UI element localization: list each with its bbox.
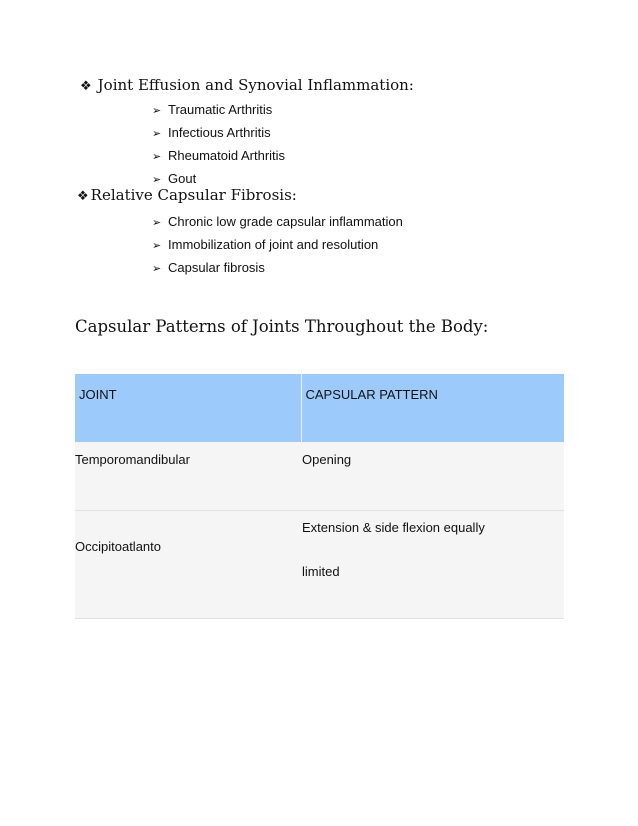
list-item [152, 144, 285, 167]
arrow-bullet-icon: ➢ [152, 174, 162, 186]
list-item-text: Gout [168, 171, 197, 186]
capsular-pattern-table [75, 374, 564, 619]
list-item-text: Capsular fibrosis [168, 260, 265, 275]
cell-joint-text: Occipitoatlanto [75, 538, 161, 554]
arrow-bullet-icon: ➢ [152, 151, 162, 163]
table-header-row [75, 374, 564, 442]
section-heading-fibrosis [77, 186, 297, 204]
list-item-text: Chronic low grade capsular inflammation [168, 214, 403, 229]
list-item-text: Traumatic Arthritis [168, 102, 273, 117]
diamond-bullet-icon: ❖ [77, 189, 89, 204]
cell-joint-text: Temporomandibular [75, 452, 190, 467]
effusion-list [152, 98, 285, 190]
table-title: Capsular Patterns of Joints Throughout the Body: [75, 317, 489, 336]
cell-pattern [301, 510, 564, 618]
cell-pattern [301, 442, 564, 510]
list-item-text: Immobilization of joint and resolution [168, 237, 379, 252]
table-row [75, 510, 564, 618]
arrow-bullet-icon: ➢ [152, 128, 162, 140]
cell-pattern-text: Opening [302, 452, 352, 467]
section-heading-effusion [80, 76, 414, 94]
cell-joint [75, 510, 301, 618]
list-item [152, 256, 403, 279]
list-item [152, 210, 403, 233]
cell-pattern-line: limited [302, 563, 340, 579]
section-heading-text: Relative Capsular Fibrosis: [90, 186, 297, 204]
arrow-bullet-icon: ➢ [152, 240, 162, 252]
list-item-text: Infectious Arthritis [168, 125, 271, 140]
header-capsular-pattern: CAPSULAR PATTERN [301, 374, 564, 442]
arrow-bullet-icon: ➢ [152, 217, 162, 229]
list-item [152, 98, 285, 121]
diamond-bullet-icon: ❖ [80, 79, 92, 94]
list-item [152, 233, 403, 256]
table-row [75, 442, 564, 510]
arrow-bullet-icon: ➢ [152, 263, 162, 275]
list-item [152, 121, 285, 144]
cell-joint [75, 442, 301, 510]
list-item-text: Rheumatoid Arthritis [168, 148, 286, 163]
arrow-bullet-icon: ➢ [152, 105, 162, 117]
header-joint: JOINT [75, 374, 301, 442]
cell-pattern-line: Extension & side flexion equally [302, 519, 485, 535]
fibrosis-list [152, 210, 403, 279]
section-heading-text: Joint Effusion and Synovial Inflammation: [97, 76, 414, 94]
